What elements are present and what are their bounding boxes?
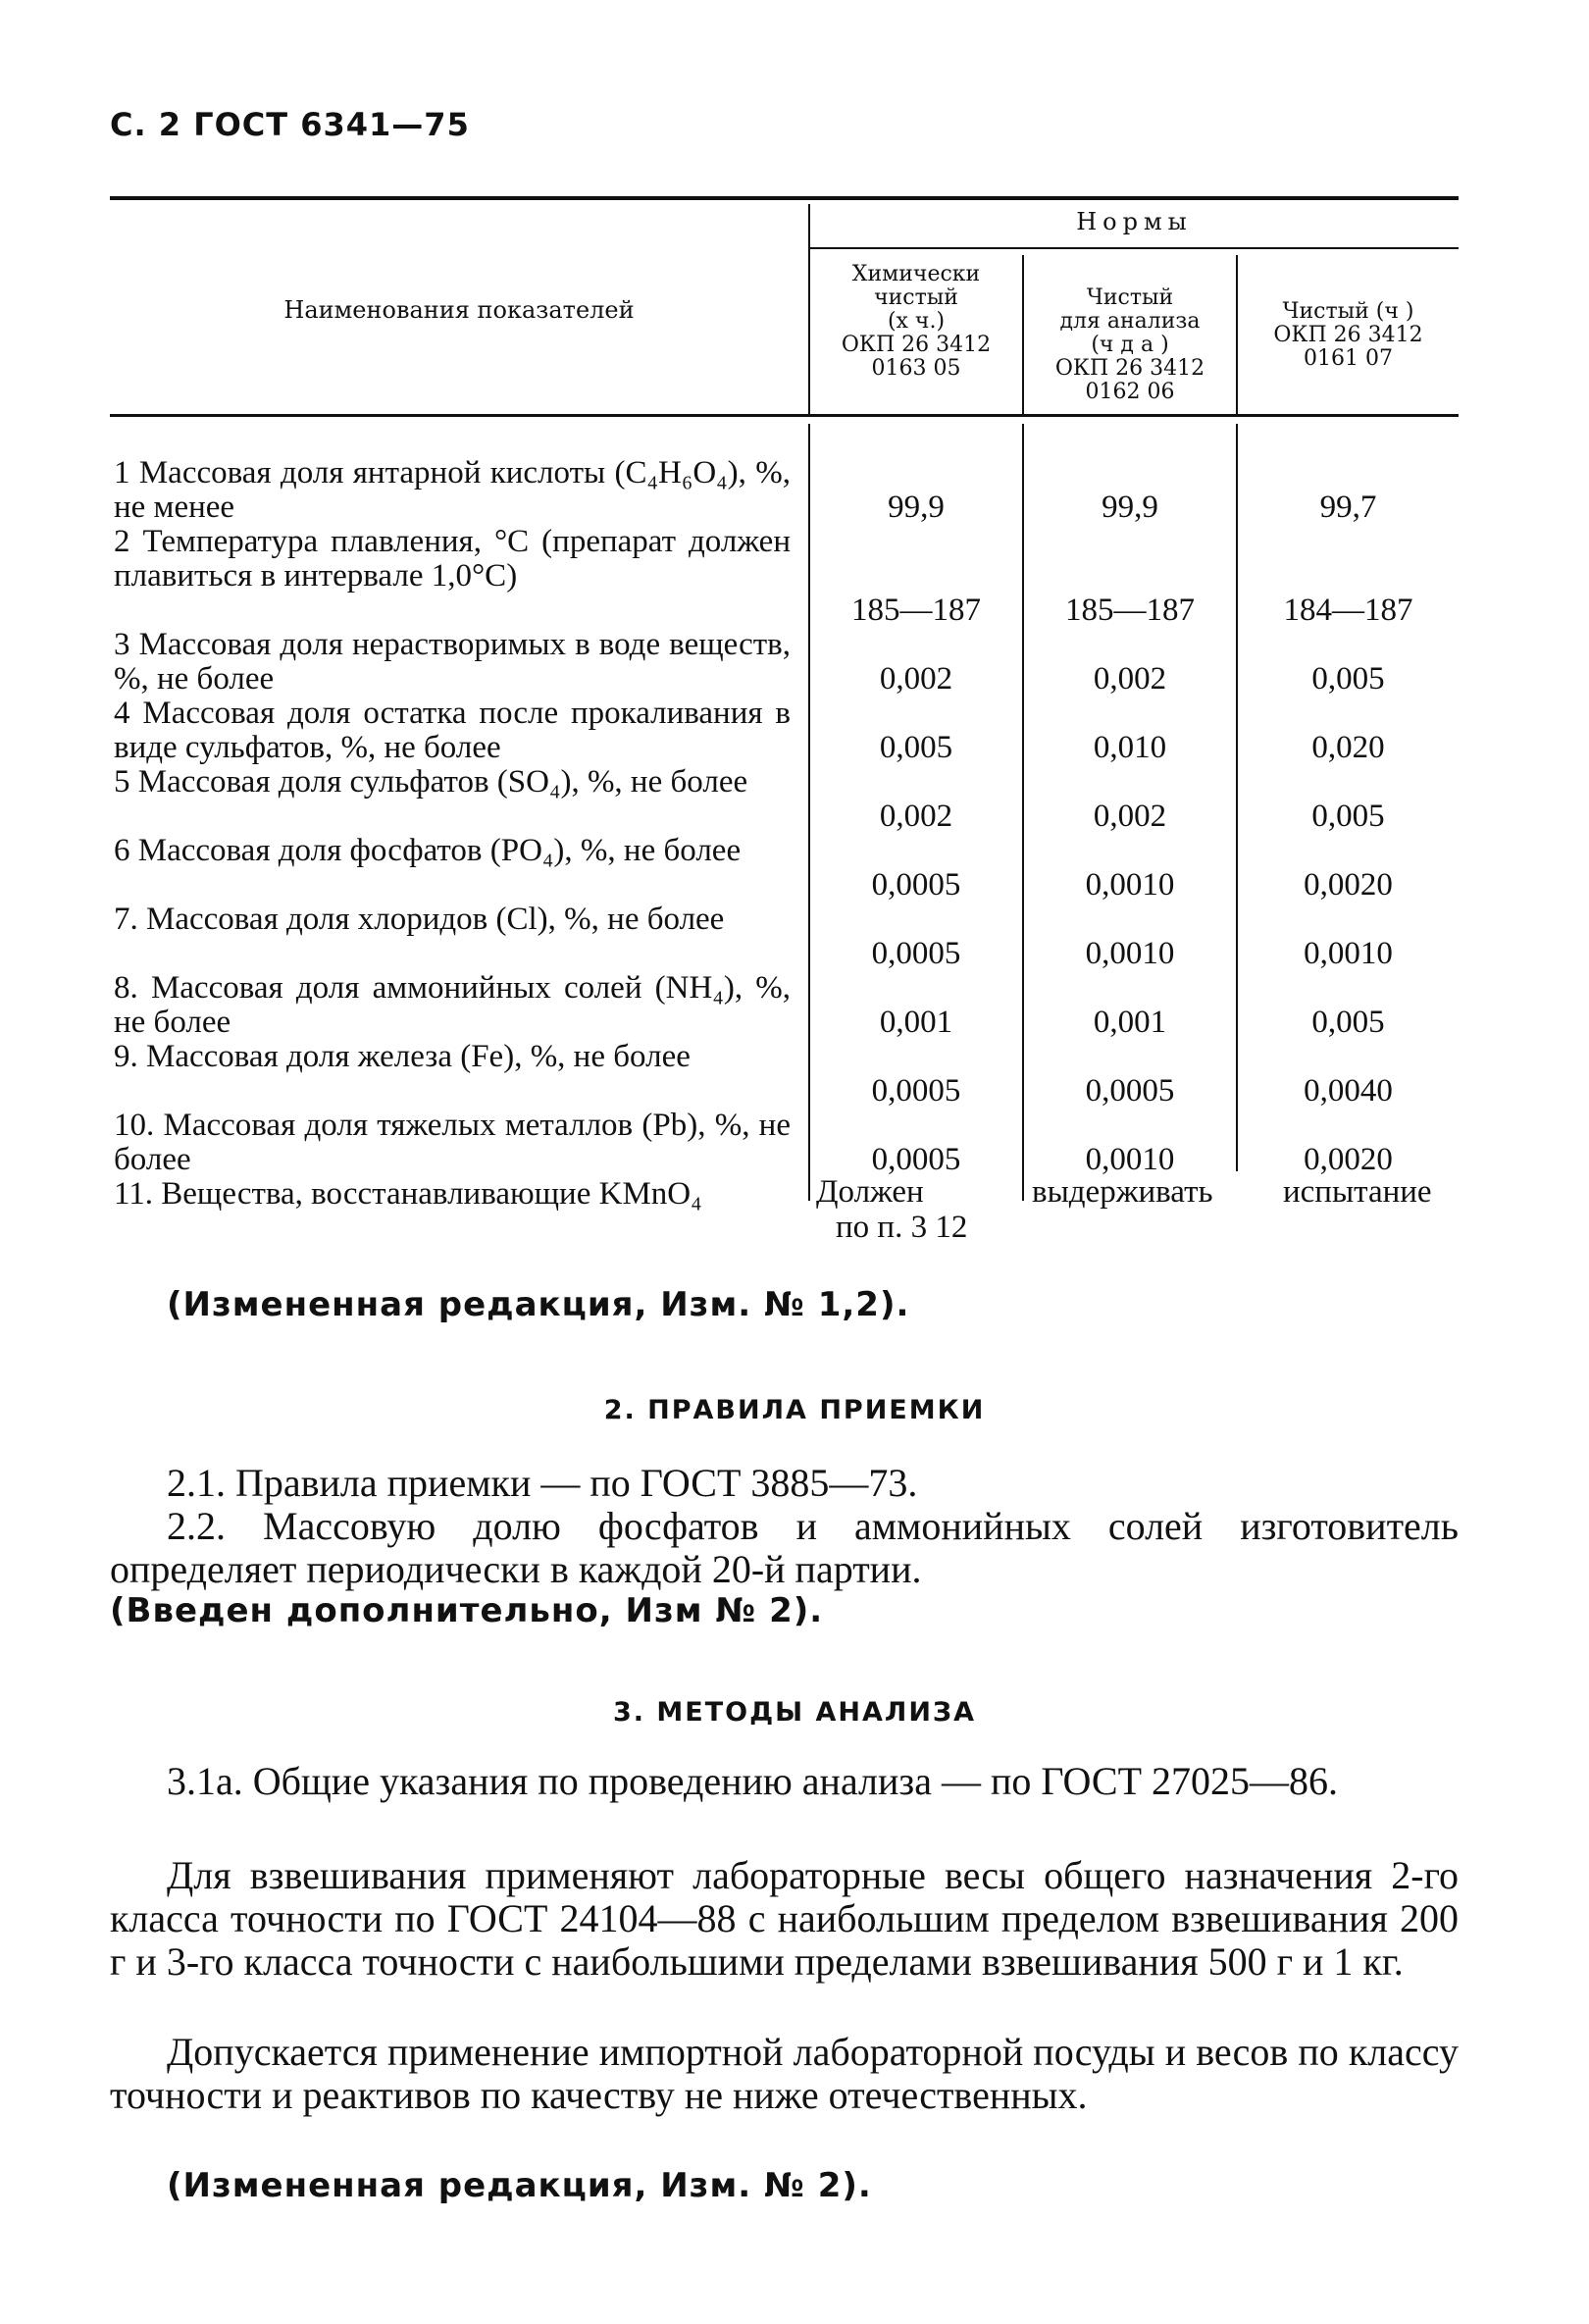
table-cell: 184—187 [1283,593,1413,628]
requirement-text: испытание [1283,1174,1432,1210]
table-cell: 0,002 [879,661,953,697]
header-bottom-rule [110,414,1459,417]
paragraph-weighing: Для взвешивания применяют лабораторные весы общего назначения 2-го класса точности по ГОСТ 24104—88 с наибольшим пределом взвешивания 200 г и 3-го класса точности с наибольшими пределами взвешивания 500 г и 1 кг. [110,1853,1459,1984]
section-2-title: 2. ПРАВИЛА ПРИЕМКИ [603,1395,986,1425]
amendment-note: (Введен дополнительно, Изм № 2). [110,1591,824,1630]
table-cell: 0,005 [1311,661,1385,697]
paragraph-3-1a: 3.1а. Общие указания по проведению анализа — по ГОСТ 27025—86. [167,1759,1339,1803]
table-cell: 0,0020 [1304,867,1393,903]
body-column-divider-3 [1236,424,1238,1171]
table-cell: 99,9 [1102,490,1158,525]
paragraph-2-1: 2.1. Правила приемки — по ГОСТ 3885—73. [167,1461,918,1505]
section-3-title: 3. МЕТОДЫ АНАЛИЗА [612,1697,977,1728]
table-cell: 0,005 [1311,1005,1385,1040]
table-cell: 0,002 [1093,661,1167,697]
table-cell: 0,0005 [1085,1073,1175,1109]
indicator-name-header: Наименования показателей [283,296,635,324]
requirement-text: по п. 3 12 [836,1210,968,1245]
table-row-name: 7. Массовая доля хлоридов (Cl), %, не более [114,902,725,937]
table-cell: 0,020 [1311,730,1385,765]
table-cell: 0,001 [879,1005,953,1040]
table-cell: 0,0005 [871,936,961,971]
table-cell: 0,005 [879,730,953,765]
table-cell: 0,0040 [1304,1073,1393,1109]
norms-header-rule [808,247,1459,249]
page-header: С. 2 ГОСТ 6341—75 [110,106,470,143]
table-row-name: 2 Температура плавления, °С (препарат должен плавиться в интервале 1,0°С) [114,524,791,594]
paragraph-import: Допускается применение импортной лабораторной посуды и весов по классу точности и реактивов по качеству не ниже отечественных. [110,2030,1459,2117]
table-row-name: 8. Массовая доля аммонийных солей (NH₄), %, не более [114,970,791,1040]
table-cell: 0,0010 [1085,936,1175,971]
column-header-pure: Чистый (ч ) ОКП 26 3412 0161 07 [1273,299,1423,371]
table-cell: 0,002 [1093,799,1167,834]
table-cell: 0,001 [1093,1005,1167,1040]
table-cell: 0,0010 [1304,936,1393,971]
table-cell: 0,0010 [1085,1142,1175,1177]
table-row-name: 3 Массовая доля нерастворимых в воде веществ, %, не более [114,627,791,697]
table-cell: 0,005 [1311,799,1385,834]
paragraph-2-2: 2.2. Массовую долю фосфатов и аммонийных солей изготовитель определяет периодически в каждой 20-й партии. [110,1504,1459,1591]
norms-table [110,196,1459,1275]
table-row-name: 5 Массовая доля сульфатов (SO₄), %, не более [114,764,748,800]
table-row-name: 1 Массовая доля янтарной кислоты (C₄H₆O₄), %, не менее [114,455,791,525]
table-cell: 185—187 [1065,593,1195,628]
table-cell: 0,010 [1093,730,1167,765]
requirement-text: Должен [816,1174,924,1210]
table-row-name: 11. Вещества, восстанавливающие KMnO₄ [114,1176,702,1212]
column-header-for-analysis: Чистый для анализа (ч д а ) ОКП 26 3412 0162 06 [1054,285,1205,404]
amendment-note: (Измененная редакция, Изм. № 2). [167,2166,872,2205]
table-cell: 0,0020 [1304,1142,1393,1177]
table-cell: 185—187 [851,593,981,628]
requirement-text: выдерживать [1032,1174,1213,1210]
table-row-name: 10. Массовая доля тяжелых металлов (Pb), %, не более [114,1108,791,1177]
table-cell: 0,0005 [871,1142,961,1177]
amendment-note: (Измененная редакция, Изм. № 1,2). [167,1285,910,1324]
norms-header: Нормы [1076,208,1193,235]
table-row-name: 6 Массовая доля фосфатов (PO₄), %, не более [114,833,742,868]
column-header-analytical-pure: Химически чистый (х ч.) ОКП 26 3412 0163 05 [841,262,992,381]
table-top-rule [110,196,1459,200]
table-cell: 99,9 [888,490,945,525]
table-row-name: 9. Массовая доля железа (Fe), %, не более [114,1039,691,1074]
table-row-name: 4 Массовая доля остатка после прокаливания в виде сульфатов, %, не более [114,696,791,765]
table-cell: 0,0010 [1085,867,1175,903]
table-cell: 0,0005 [871,867,961,903]
table-cell: 99,7 [1319,490,1377,525]
table-cell: 0,0005 [871,1073,961,1109]
table-cell: 0,002 [879,799,953,834]
